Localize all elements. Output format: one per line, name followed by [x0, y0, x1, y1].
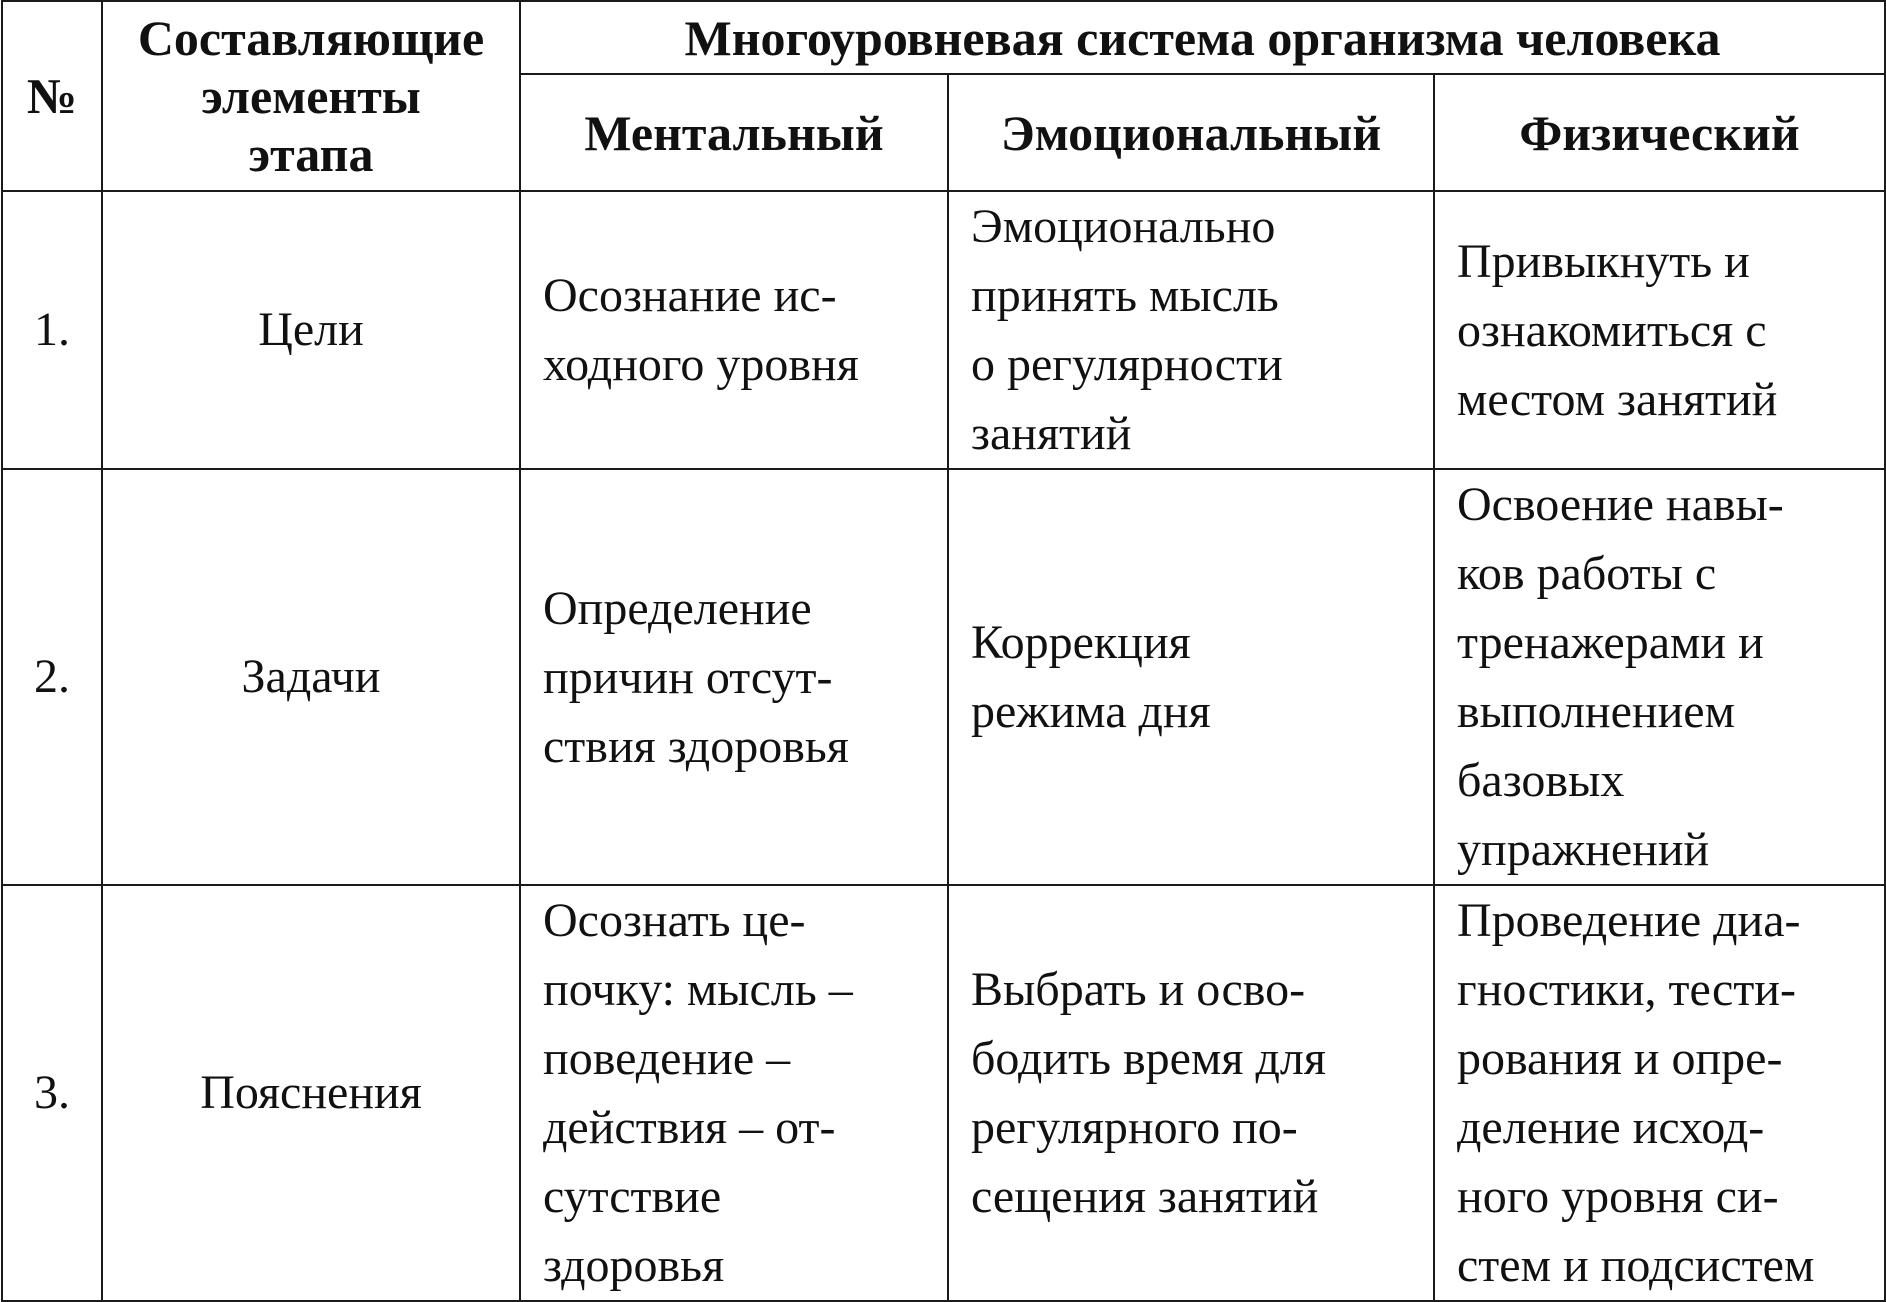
- cell-line: почку: мысль –: [543, 963, 853, 1016]
- cell-line: Выбрать и осво-: [971, 963, 1306, 1016]
- header-number: №: [2, 1, 102, 191]
- header-system-title: Многоуровневая система организма человека: [520, 1, 1885, 74]
- cell-line: причин отсут-: [543, 650, 833, 704]
- cell-mental: [520, 469, 948, 885]
- header-level-physical: Физический: [1434, 74, 1885, 191]
- cell-emotional: [948, 469, 1434, 885]
- cell-line: рования и опре-: [1457, 1032, 1783, 1085]
- table-row: [2, 885, 1885, 1301]
- cell-line: местом занятий: [1457, 372, 1778, 426]
- cell-mental: [520, 885, 948, 1301]
- cell-line: Коррекция: [971, 616, 1191, 669]
- cell-line: ознакомиться с: [1457, 303, 1767, 357]
- cell-line: базовых: [1457, 754, 1625, 807]
- header-elements: [102, 1, 520, 191]
- cell-line: ков работы с: [1457, 547, 1717, 600]
- cell-line: поведение –: [543, 1032, 791, 1085]
- cell-line: действия – от-: [543, 1101, 836, 1154]
- cell-line: режима дня: [971, 685, 1211, 738]
- cell-line: ного уровня си-: [1457, 1170, 1779, 1223]
- header-level-mental: Ментальный: [520, 74, 948, 191]
- header-elements-line: элементы: [201, 68, 421, 124]
- row-element: Цели: [102, 191, 520, 469]
- header-row-top: [2, 1, 1885, 74]
- cell-line: здоровья: [543, 1239, 725, 1292]
- cell-line: о регулярности: [971, 338, 1283, 391]
- cell-line: принять мысль: [971, 269, 1279, 322]
- cell-line: ходного уровня: [543, 338, 859, 391]
- table-row: [2, 469, 1885, 885]
- header-level-emotional: Эмоциональный: [948, 74, 1434, 191]
- cell-line: тренажерами и: [1457, 616, 1764, 669]
- header-elements-line: Составляющие: [137, 10, 485, 66]
- cell-line: бодить время для: [971, 1032, 1326, 1085]
- header-elements-line: этапа: [248, 126, 374, 182]
- cell-line: деление исход-: [1457, 1101, 1765, 1154]
- cell-line: Проведение диа-: [1457, 894, 1801, 947]
- cell-line: сещения занятий: [971, 1170, 1319, 1223]
- cell-mental: [520, 191, 948, 469]
- row-number: 1.: [2, 191, 102, 469]
- cell-line: Осознание ис-: [543, 269, 837, 322]
- cell-line: ствия здоровья: [543, 719, 849, 773]
- row-element: Пояснения: [102, 885, 520, 1301]
- cell-physical: [1434, 885, 1885, 1301]
- cell-line: занятий: [971, 407, 1132, 460]
- cell-line: Осознать це-: [543, 894, 806, 947]
- cell-line: стем и подсистем: [1457, 1239, 1815, 1292]
- cell-line: гностики, тести-: [1457, 963, 1796, 1016]
- cell-line: Определение: [543, 581, 812, 635]
- cell-physical: [1434, 469, 1885, 885]
- row-element: Задачи: [102, 469, 520, 885]
- cell-physical: [1434, 191, 1885, 469]
- row-number: 2.: [2, 469, 102, 885]
- cell-line: регулярного по-: [971, 1101, 1298, 1154]
- cell-line: сутствие: [543, 1170, 722, 1223]
- row-number: 3.: [2, 885, 102, 1301]
- cell-emotional: [948, 191, 1434, 469]
- cell-line: выполнением: [1457, 685, 1735, 738]
- cell-line: Эмоционально: [971, 200, 1276, 253]
- table-row: [2, 191, 1885, 469]
- cell-line: упражнений: [1457, 823, 1710, 876]
- cell-line: Освоение навы-: [1457, 478, 1784, 531]
- cell-line: Привыкнуть и: [1457, 234, 1750, 288]
- stage-table: [1, 0, 1886, 1302]
- cell-emotional: [948, 885, 1434, 1301]
